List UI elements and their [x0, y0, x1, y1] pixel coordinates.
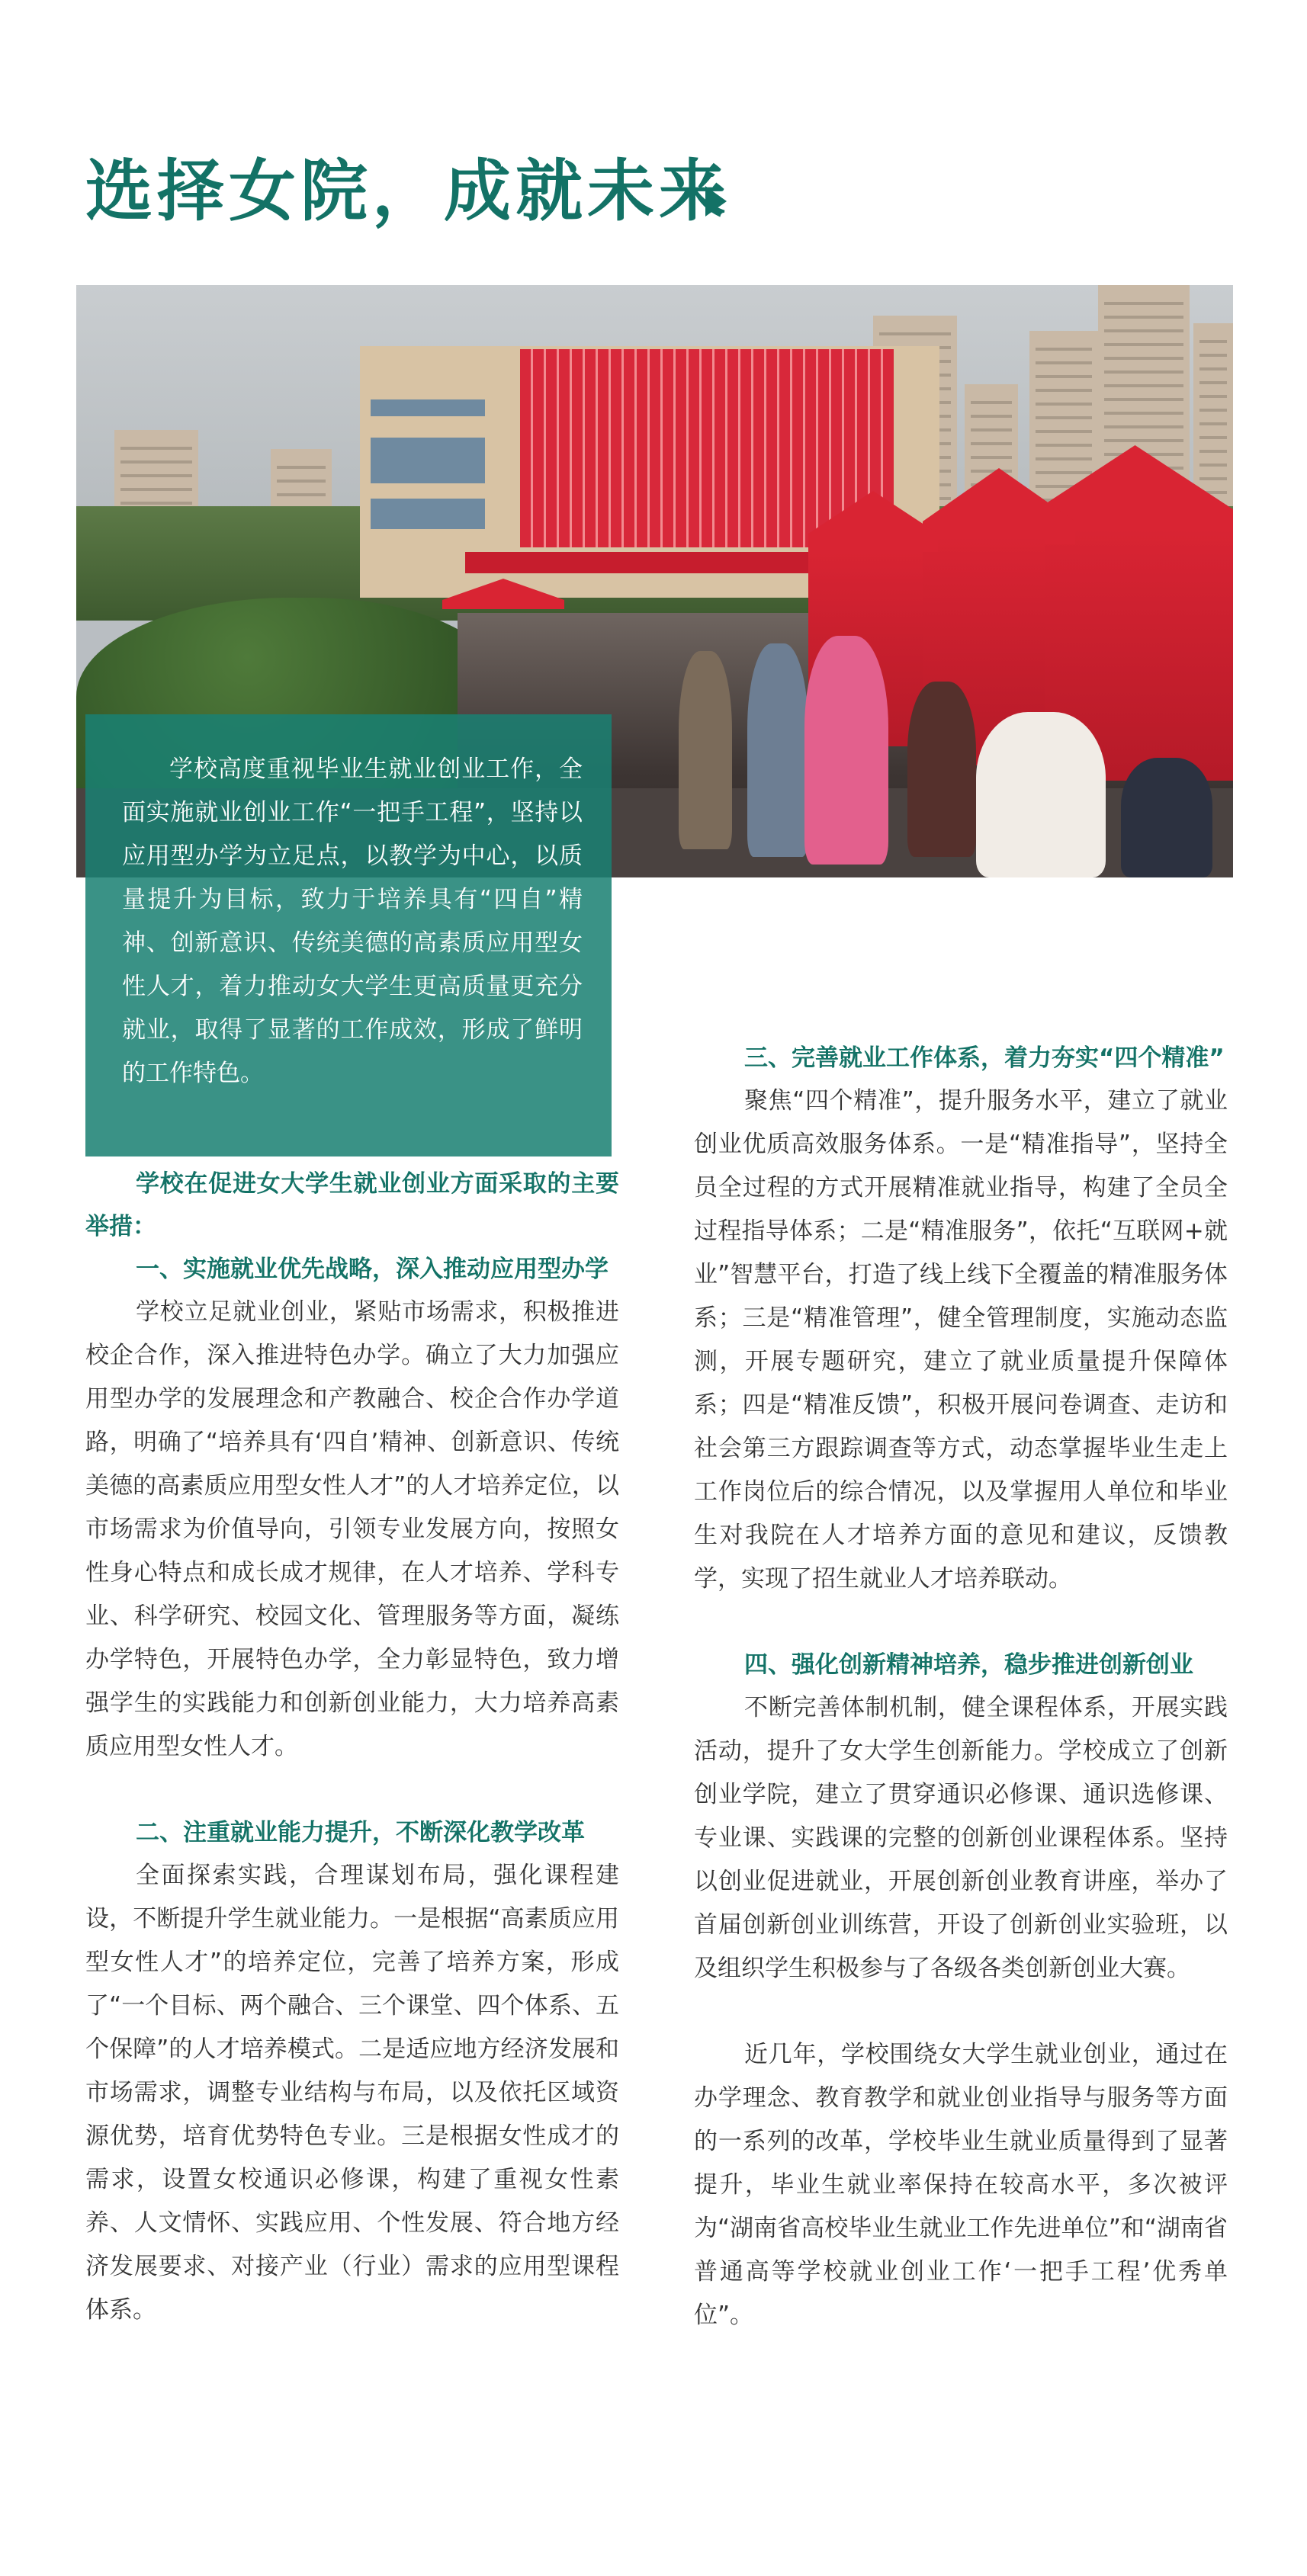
- section-3-body: 聚焦“四个精准”，提升服务水平，建立了就业创业优质高效服务体系。一是“精准指导”，坚持全员全过程的方式开展精准就业指导，构建了全员全过程指导体系；二是“精准服务”，依托“互联网+就业”智慧平台，打造了线上线下全覆盖的精准服务体系；三是“精准管理”，健全管理制度，实施动态监测，开展专题研究，建立了就业质量提升保障体系；四是“精准反馈”，积极开展问卷调查、走访和社会第三方跟踪调查等方式，动态掌握毕业生走上工作岗位后的综合情况，以及掌握用人单位和毕业生对我院在人才培养方面的意见和建议，反馈教学，实现了招生就业人才培养联动。: [694, 1087, 1228, 1593]
- measures-lead: 学校在促进女大学生就业创业方面采取的主要举措：: [85, 1170, 619, 1240]
- right-column: [694, 1037, 1228, 2337]
- intro-text: 学校高度重视毕业生就业创业工作，全面实施就业创业工作“一把手工程”，坚持以应用型办学为立足点，以教学为中心，以质量提升为目标，致力于培养具有“四自”精神、创新意识、传统美德的高素质应用型女性人才，着力推动女大学生更高质量更充分就业，取得了显著的工作成效，形成了鲜明的工作特色。: [122, 755, 583, 1087]
- play-triangle-icon: [705, 186, 727, 217]
- closing-paragraph: 近几年，学校围绕女大学生就业创业，通过在办学理念、教育教学和就业创业指导与服务等方面的一系列的改革，学校毕业生就业质量得到了显著提升，毕业生就业率保持在较高水平，多次被评为“湖南省高校毕业生就业工作先进单位”和“湖南省普通高等学校就业创业工作‘一把手工程’优秀单位”。: [694, 2041, 1228, 2329]
- section-4-title: 四、强化创新精神培养，稳步推进创新创业: [744, 1651, 1193, 1679]
- section-1-title: 一、实施就业优先战略，深入推动应用型办学: [136, 1256, 609, 1283]
- section-2-title: 二、注重就业能力提升，不断深化教学改革: [136, 1819, 585, 1846]
- left-column: [85, 1163, 619, 2332]
- page-title: 选择女院，成就未来: [85, 152, 731, 230]
- section-1-body: 学校立足就业创业，紧贴市场需求，积极推进校企合作，深入推进特色办学。确立了大力加强应用型办学的发展理念和产教融合、校企合作办学道路，明确了“培养具有‘四自’精神、创新意识、传统美德的高素质应用型女性人才”的人才培养定位，以市场需求为价值导向，引领专业发展方向，按照女性身心特点和成长成才规律，在人才培养、学科专业、科学研究、校园文化、管理服务等方面，凝练办学特色，开展特色办学，全力彰显特色，致力增强学生的实践能力和创新创业能力，大力培养高素质应用型女性人才。: [85, 1298, 619, 1760]
- section-4-body: 不断完善体制机制，健全课程体系，开展实践活动，提升了女大学生创新能力。学校成立了创新创业学院，建立了贯穿通识必修课、通识选修课、专业课、实践课的完整的创新创业课程体系。坚持以创业促进就业，开展创新创业教育讲座，举办了首届创新创业训练营，开设了创新创业实验班，以及组织学生积极参与了各级各类创新创业大赛。: [694, 1694, 1228, 1982]
- intro-box: [85, 714, 612, 1156]
- section-3-title: 三、完善就业工作体系，着力夯实“四个精准”: [744, 1044, 1225, 1072]
- section-2-body: 全面探索实践，合理谋划布局，强化课程建设，不断提升学生就业能力。一是根据“高素质应用型女性人才”的培养定位，完善了培养方案，形成了“一个目标、两个融合、三个课堂、四个体系、五个保障”的人才培养模式。二是适应地方经济发展和市场需求，调整专业结构与布局，以及依托区域资源优势，培育优势特色专业。三是根据女性成才的需求，设置女校通识必修课，构建了重视女性素养、人文情怀、实践应用、个性发展、符合地方经济发展要求、对接产业（行业）需求的应用型课程体系。: [85, 1862, 619, 2324]
